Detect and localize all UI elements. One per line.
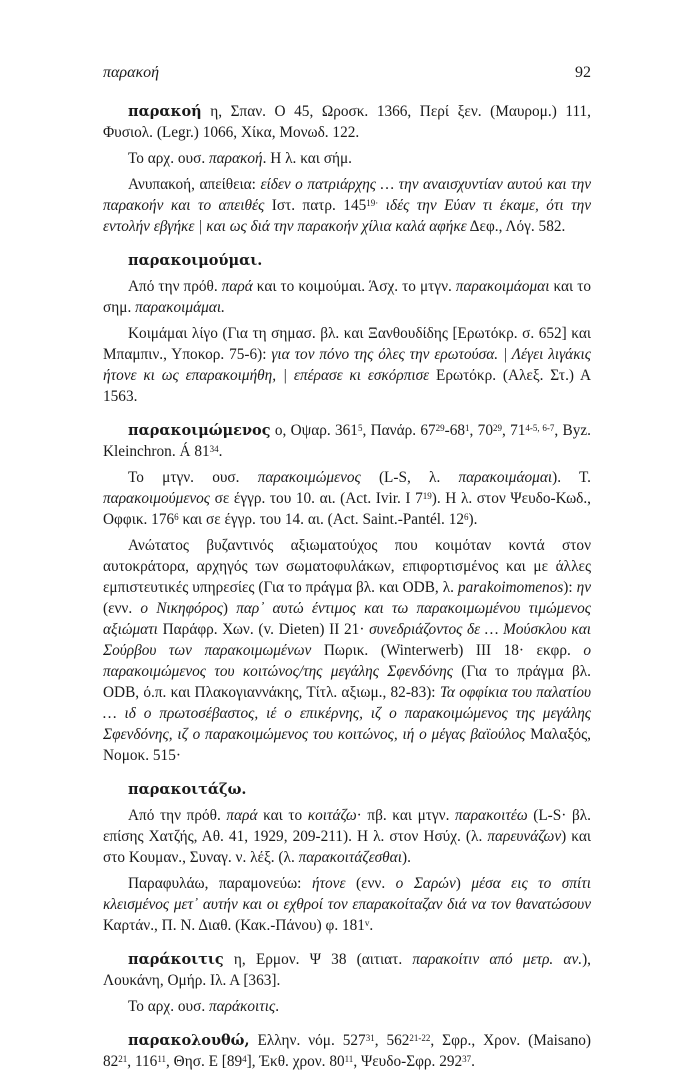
text-run: , 71 <box>501 422 526 439</box>
text-run: (ενν. <box>103 600 141 617</box>
superscript: 37 <box>462 1054 472 1064</box>
text-run: , Σφρ., Χρον. (Maisano) 82 <box>103 1032 592 1070</box>
italic-quote: παρακοιμώμενος <box>257 469 361 486</box>
headword: παρακολουθώ, <box>128 1032 250 1049</box>
text-run: Το αρχ. ουσ. <box>128 998 209 1015</box>
text-run: Κοιμάμαι λίγο (Για τη σημασ. βλ. και Ξανθουδίδης [Ερωτόκρ. σ. 652] και Μπαμπιν., Υποκορ. 75-6): <box>103 325 591 363</box>
text-run: Πωρικ. (Winterwerb) III 18· εκφρ. <box>311 642 584 659</box>
italic-quote: παρακοιτέω <box>455 807 528 824</box>
superscript: 19· <box>366 198 379 208</box>
entry-headword-paragraph <box>103 1030 591 1072</box>
text-run: Ελλην. νόμ. 527 <box>249 1032 366 1049</box>
text-run: ). Τ. <box>552 469 591 486</box>
superscript: 11 <box>344 1054 354 1064</box>
superscript: 34 <box>209 444 219 454</box>
entry-paragraph <box>103 805 591 868</box>
entry-paragraph <box>103 174 591 237</box>
text-run: , 70 <box>469 422 493 439</box>
text-run: Ερωτόκρ. (Αλεξ. Στ.) Α 1563. <box>103 367 592 405</box>
headword: παρακοιμούμαι. <box>128 252 263 269</box>
text-run: ) <box>455 875 472 892</box>
entry-paragraph <box>103 996 591 1017</box>
entry-paragraph <box>103 535 591 766</box>
italic-quote: Τα οφφίκια του παλατίου … ιδ ο πρωτοσέβαστος, ιέ ο επικέρνης, ιζ ο παρακοιμώμενος της μεγάλης Σφενδόνης, ιζ ο παρακοιμώμενος του κοιτώνος, ιή ο μέγας βαϊούλος <box>103 684 592 743</box>
text-run: η, Ερμον. Ψ 38 (αιτιατ. <box>223 951 413 968</box>
text-run: (L-S· βλ. επίσης Χατζής, Αθ. 41, 1929, 209-211). Η λ. στον Ησύχ. (λ. <box>103 807 591 845</box>
entry-paragraph <box>103 276 591 318</box>
text-run: Από την πρόθ. <box>128 807 227 824</box>
italic-quote: parakoimomenos <box>457 579 564 596</box>
italic-quote: παρά <box>226 807 258 824</box>
italic-quote: για τον πόνο της όλες την ερωτούσα. | Λέγει λιγάκις ήτονε κι ως επαρακοιμήθη, | επέρασε κι εσκόρπισε <box>103 346 591 384</box>
entry-headword-paragraph <box>103 779 591 800</box>
superscript: 6 <box>174 512 179 522</box>
text-run: Παραφυλάω, παραμονεύω: <box>128 875 312 892</box>
headword: παρακοιτάζω. <box>128 781 247 798</box>
superscript: 6 <box>464 512 469 522</box>
text-run: , 562 <box>374 1032 410 1049</box>
italic-quote: παρακοιμάομαι <box>458 469 553 486</box>
headword: παρακοή <box>128 103 202 120</box>
superscript: 21-22 <box>409 1033 431 1043</box>
superscript: 1 <box>465 423 470 433</box>
text-run: Το μτγν. ουσ. <box>128 469 258 486</box>
text-run: και το κοιμούμαι. Άσχ. το μτγν. <box>252 278 456 295</box>
italic-quote: ην <box>576 579 591 596</box>
text-run: Από την πρόθ. <box>128 278 222 295</box>
italic-quote: παρακοίτιν από μετρ. αν. <box>412 951 583 968</box>
page-number: 92 <box>575 64 591 81</box>
superscript: 29 <box>492 423 502 433</box>
text-run: ). <box>468 511 478 528</box>
text-run: Ανυπακοή, απείθεια: <box>128 176 261 193</box>
superscript: 11 <box>157 1054 166 1064</box>
entry-paragraph <box>103 467 591 530</box>
text-run: (L-S, λ. <box>360 469 459 486</box>
text-run: , Byz. Kleinchron. Á 81 <box>103 422 591 460</box>
headword: παρακοιμώμενος <box>128 422 271 439</box>
text-run: . Η λ. και σήμ. <box>262 150 353 167</box>
entry-headword-paragraph <box>103 250 591 271</box>
text-run: Το αρχ. ουσ. <box>128 150 209 167</box>
italic-quote: ήτονε <box>311 875 346 892</box>
text-run: , Πανάρ. 67 <box>362 422 436 439</box>
text-run: , Θησ. Ε [89 <box>166 1053 243 1070</box>
italic-quote: παρά <box>221 278 253 295</box>
entry-paragraph <box>103 873 591 936</box>
italic-quote: ο Σαρών <box>395 875 456 892</box>
text-run: , 116 <box>127 1053 158 1070</box>
text-run: -68 <box>444 422 466 439</box>
text-run: . <box>369 917 374 934</box>
text-run: και σε έγγρ. του 14. αι. (Act. Saint.-Pantél. 12 <box>178 511 464 528</box>
italic-quote: παρακοιτάζεσθαι <box>298 849 402 866</box>
entry-paragraph <box>103 148 591 169</box>
superscript: 4 <box>242 1054 247 1064</box>
italic-quote: παρ᾽ αυτώ έντιμος και τω παρακοιμωμένου τιμώμενος αξιώματι <box>103 600 592 638</box>
italic-quote: παράκοιτις <box>208 998 276 1015</box>
text-run: και το <box>257 807 308 824</box>
text-run: Μαλαξός, Νομοκ. 515· <box>103 726 592 764</box>
text-run: ) <box>222 600 237 617</box>
superscript: 19 <box>422 491 432 501</box>
text-run: (ενν. <box>345 875 396 892</box>
italic-quote: παρευνάζων <box>487 828 562 845</box>
entry-headword-paragraph <box>103 420 591 462</box>
italic-quote: συνεδριάζοντος δε … Μούσκλου και Σούρβου των παρακοιμωμένων <box>103 621 591 659</box>
text-run: ), Λουκάνη, Ομήρ. Ιλ. Α [363]. <box>103 951 591 989</box>
italic-quote: ο Νικηφόρος <box>140 600 223 617</box>
italic-quote: ο παρακοιμώμενος του κοιτώνος/της μεγάλης Σφενδόνης <box>103 642 591 680</box>
italic-quote: ιδές την Εύαν τι έκαμε, ότι την εντολήν εβγήκε | και ως διά την παρακοήν χίλια καλά αφήκε <box>103 197 591 235</box>
italic-quote: παρακοιμάομαι <box>455 278 550 295</box>
text-run: Παράφρ. Χων. (v. Dieten) II 21· <box>157 621 370 638</box>
text-run: Δεφ., Λόγ. 582. <box>466 218 566 235</box>
italic-quote: είδεν ο πατριάρχης … την αναισχυντίαν αυτού και την παρακοήν και το απειθές <box>103 176 591 214</box>
superscript: 29 <box>435 423 445 433</box>
text-run: ). <box>401 849 411 866</box>
text-run: ο, Οψαρ. 361 <box>270 422 358 439</box>
text-run: η, Σπαν. Ο 45, Ωροσκ. 1366, Περί ξεν. (Μαυρομ.) 111, Φυσιολ. (Legr.) 1066, Χίκα, Μονωδ. 122. <box>103 103 591 141</box>
italic-quote: παρακοή <box>208 150 263 167</box>
italic-quote: παρακοιμούμενος <box>103 490 211 507</box>
text-run: ). Η λ. στον Ψευδο-Κωδ., Οφφικ. 176 <box>103 490 591 528</box>
text-run: , Ψευδο-Σφρ. 292 <box>353 1053 463 1070</box>
text-run: σε έγγρ. του 10. αι. (Act. Ivir. I 7 <box>210 490 423 507</box>
superscript: 31 <box>365 1033 375 1043</box>
italic-quote: παρακοιμάμαι. <box>135 299 225 316</box>
dictionary-entries <box>103 101 591 1077</box>
text-run: . <box>275 998 280 1015</box>
superscript: v <box>364 918 370 928</box>
text-run: · πβ. και μτγν. <box>356 807 456 824</box>
text-run: . <box>218 443 223 460</box>
text-run: ): <box>563 579 577 596</box>
entry-paragraph <box>103 323 591 407</box>
headword: παράκοιτις <box>128 951 224 968</box>
text-run: Ιστ. πατρ. 145 <box>264 197 367 214</box>
italic-quote: μέσα εις το σπίτι κλεισμένος μετ᾽ αυτήν και οι εχθροί τον επαρακοίταζαν διά να τον θανατώσουν <box>103 875 591 913</box>
superscript: 21 <box>118 1054 128 1064</box>
text-run: . <box>471 1053 475 1070</box>
superscript: 4-5, 6-7 <box>525 423 555 433</box>
entry-headword-paragraph <box>103 949 591 991</box>
text-run: ) και στο Κουμαν., Συναγ. ν. λέξ. (λ. <box>103 828 591 866</box>
italic-quote: κοιτάζω <box>307 807 357 824</box>
text-run: (Για το πράγμα βλ. ODB, ό.π. και Πλακογιαννάκης, Τίτλ. αξιωμ., 82-83): <box>103 663 591 701</box>
running-head: παρακοή <box>103 64 160 81</box>
entry-headword-paragraph <box>103 101 591 143</box>
text-run: ], Έκθ. χρον. 80 <box>246 1053 345 1070</box>
superscript: 5 <box>357 423 363 433</box>
text-run: Ανώτατος βυζαντινός αξιωματούχος που κοιμόταν κοντά στον αυτοκράτορα, αρχηγός των σωματοφυλάκων, επιφορτισμένος και με άλλες εμπιστευτικές υπηρεσίες (Για το πράγμα βλ. και ODB, λ. <box>103 537 591 596</box>
text-run: Καρτάν., Π. Ν. Διαθ. (Κακ.-Πάνου) φ. 181 <box>103 917 365 934</box>
text-run: και το σημ. <box>103 278 591 316</box>
